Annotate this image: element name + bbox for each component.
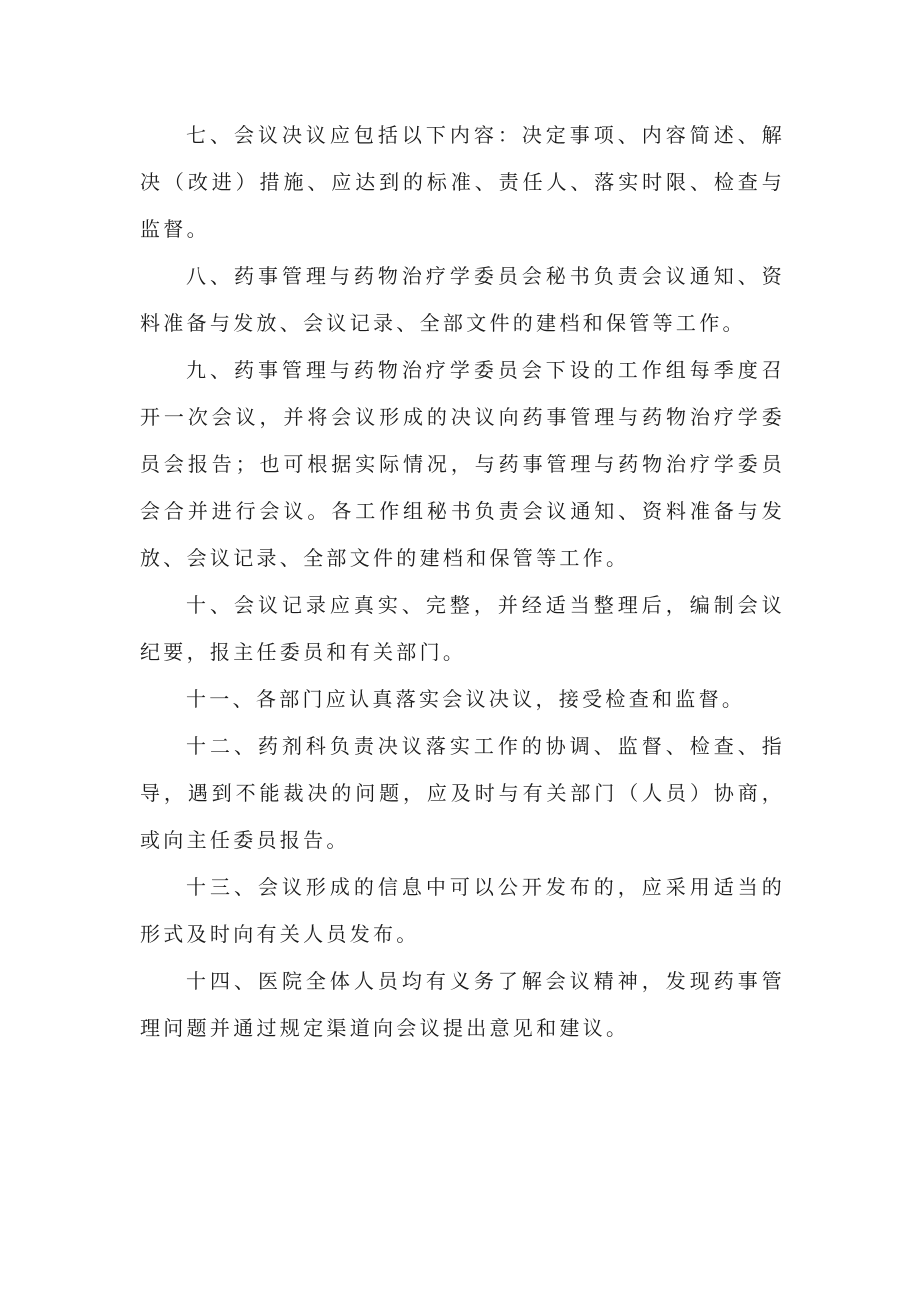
paragraph-8: 八、药事管理与药物治疗学委员会秘书负责会议通知、资料准备与发放、会议记录、全部文件的建档和保管等工作。 [140, 264, 785, 335]
paragraph-12: 十二、药剂科负责决议落实工作的协调、监督、检查、指导，遇到不能裁决的问题，应及时与有关部门（人员）协商，或向主任委员报告。 [140, 734, 785, 852]
paragraph-7: 七、会议决议应包括以下内容：决定事项、内容简述、解决（改进）措施、应达到的标准、责任人、落实时限、检查与监督。 [140, 123, 785, 241]
paragraph-11: 十一、各部门应认真落实会议决议，接受检查和监督。 [186, 687, 746, 711]
paragraph-14: 十四、医院全体人员均有义务了解会议精神，发现药事管理问题并通过规定渠道向会议提出意见和建议。 [140, 969, 785, 1040]
document-body [140, 112, 785, 1052]
paragraph-13: 十三、会议形成的信息中可以公开发布的，应采用适当的形式及时向有关人员发布。 [140, 875, 785, 946]
paragraph-10: 十、会议记录应真实、完整，并经适当整理后，编制会议纪要，报主任委员和有关部门。 [140, 593, 785, 664]
paragraph-9: 九、药事管理与药物治疗学委员会下设的工作组每季度召开一次会议，并将会议形成的决议向药事管理与药物治疗学委员会报告；也可根据实际情况，与药事管理与药物治疗学委员会合并进行会议。各工作组秘书负责会议通知、资料准备与发放、会议记录、全部文件的建档和保管等工作。 [140, 358, 785, 570]
